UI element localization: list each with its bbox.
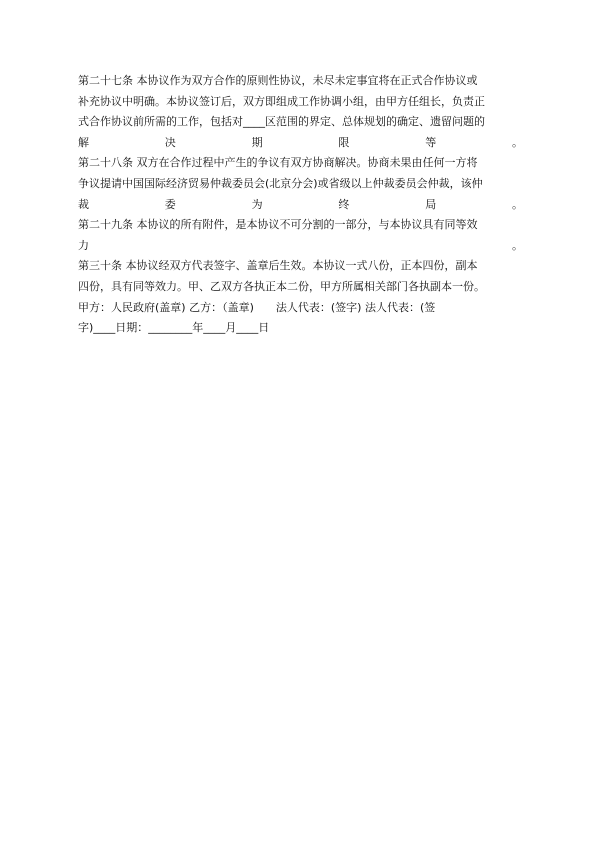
article-30-line-1: 第三十条 本协议经双方代表签字、盖章后生效。本协议一式八份，正本四份，副本 — [78, 259, 478, 273]
word: 限 — [338, 135, 350, 149]
signature-line-1: 甲方：人民政府(盖章) 乙方：（盖章) 法人代表：(签字) 法人代表：(签 — [78, 300, 436, 314]
article-28-line-1: 第二十八条 双方在合作过程中产生的争议有双方协商解决。协商未果由任何一方将 — [78, 156, 478, 170]
word: 等 — [425, 135, 437, 149]
word: 裁 — [78, 197, 89, 211]
article-27-line-2: 补充协议中明确。本协议签订后，双方即组成工作协调小组，由甲方任组长，负责正 — [78, 94, 485, 108]
word: 终 — [338, 197, 350, 211]
article-29-line-2 — [78, 236, 523, 257]
article-27-line-4 — [78, 133, 523, 154]
word: 委 — [164, 197, 176, 211]
article-28-line-2: 争议提请中国国际经济贸易仲裁委员会(北京分会)或省级以上仲裁委员会仲裁，该仲 — [78, 176, 483, 190]
word: 为 — [251, 197, 263, 211]
word: 期 — [251, 135, 263, 149]
word: 力 — [78, 238, 89, 252]
word: 解 — [78, 135, 89, 149]
word: 。 — [512, 238, 523, 252]
word: 局 — [425, 197, 437, 211]
article-28-line-3 — [78, 195, 523, 216]
word: 决 — [164, 135, 176, 149]
signature-line-2: 字)____日期：________年____月____日 — [78, 321, 270, 335]
document-body — [78, 71, 523, 339]
word: 。 — [511, 197, 523, 211]
word: 。 — [511, 135, 523, 149]
article-29-line-1: 第二十九条 本协议的所有附件，是本协议不可分割的一部分，与本协议具有同等效 — [78, 218, 478, 232]
article-27-line-3: 式合作协议前所需的工作，包括对____区范围的界定、总体规划的确定、遗留问题的 — [78, 115, 485, 129]
article-27-line-1: 第二十七条 本协议作为双方合作的原则性协议，未尽未定事宜将在正式合作协议或 — [78, 74, 478, 87]
article-30-line-2: 四份，具有同等效力。甲、乙双方各执正本二份，甲方所属相关部门各执副本一份。 — [78, 279, 485, 293]
